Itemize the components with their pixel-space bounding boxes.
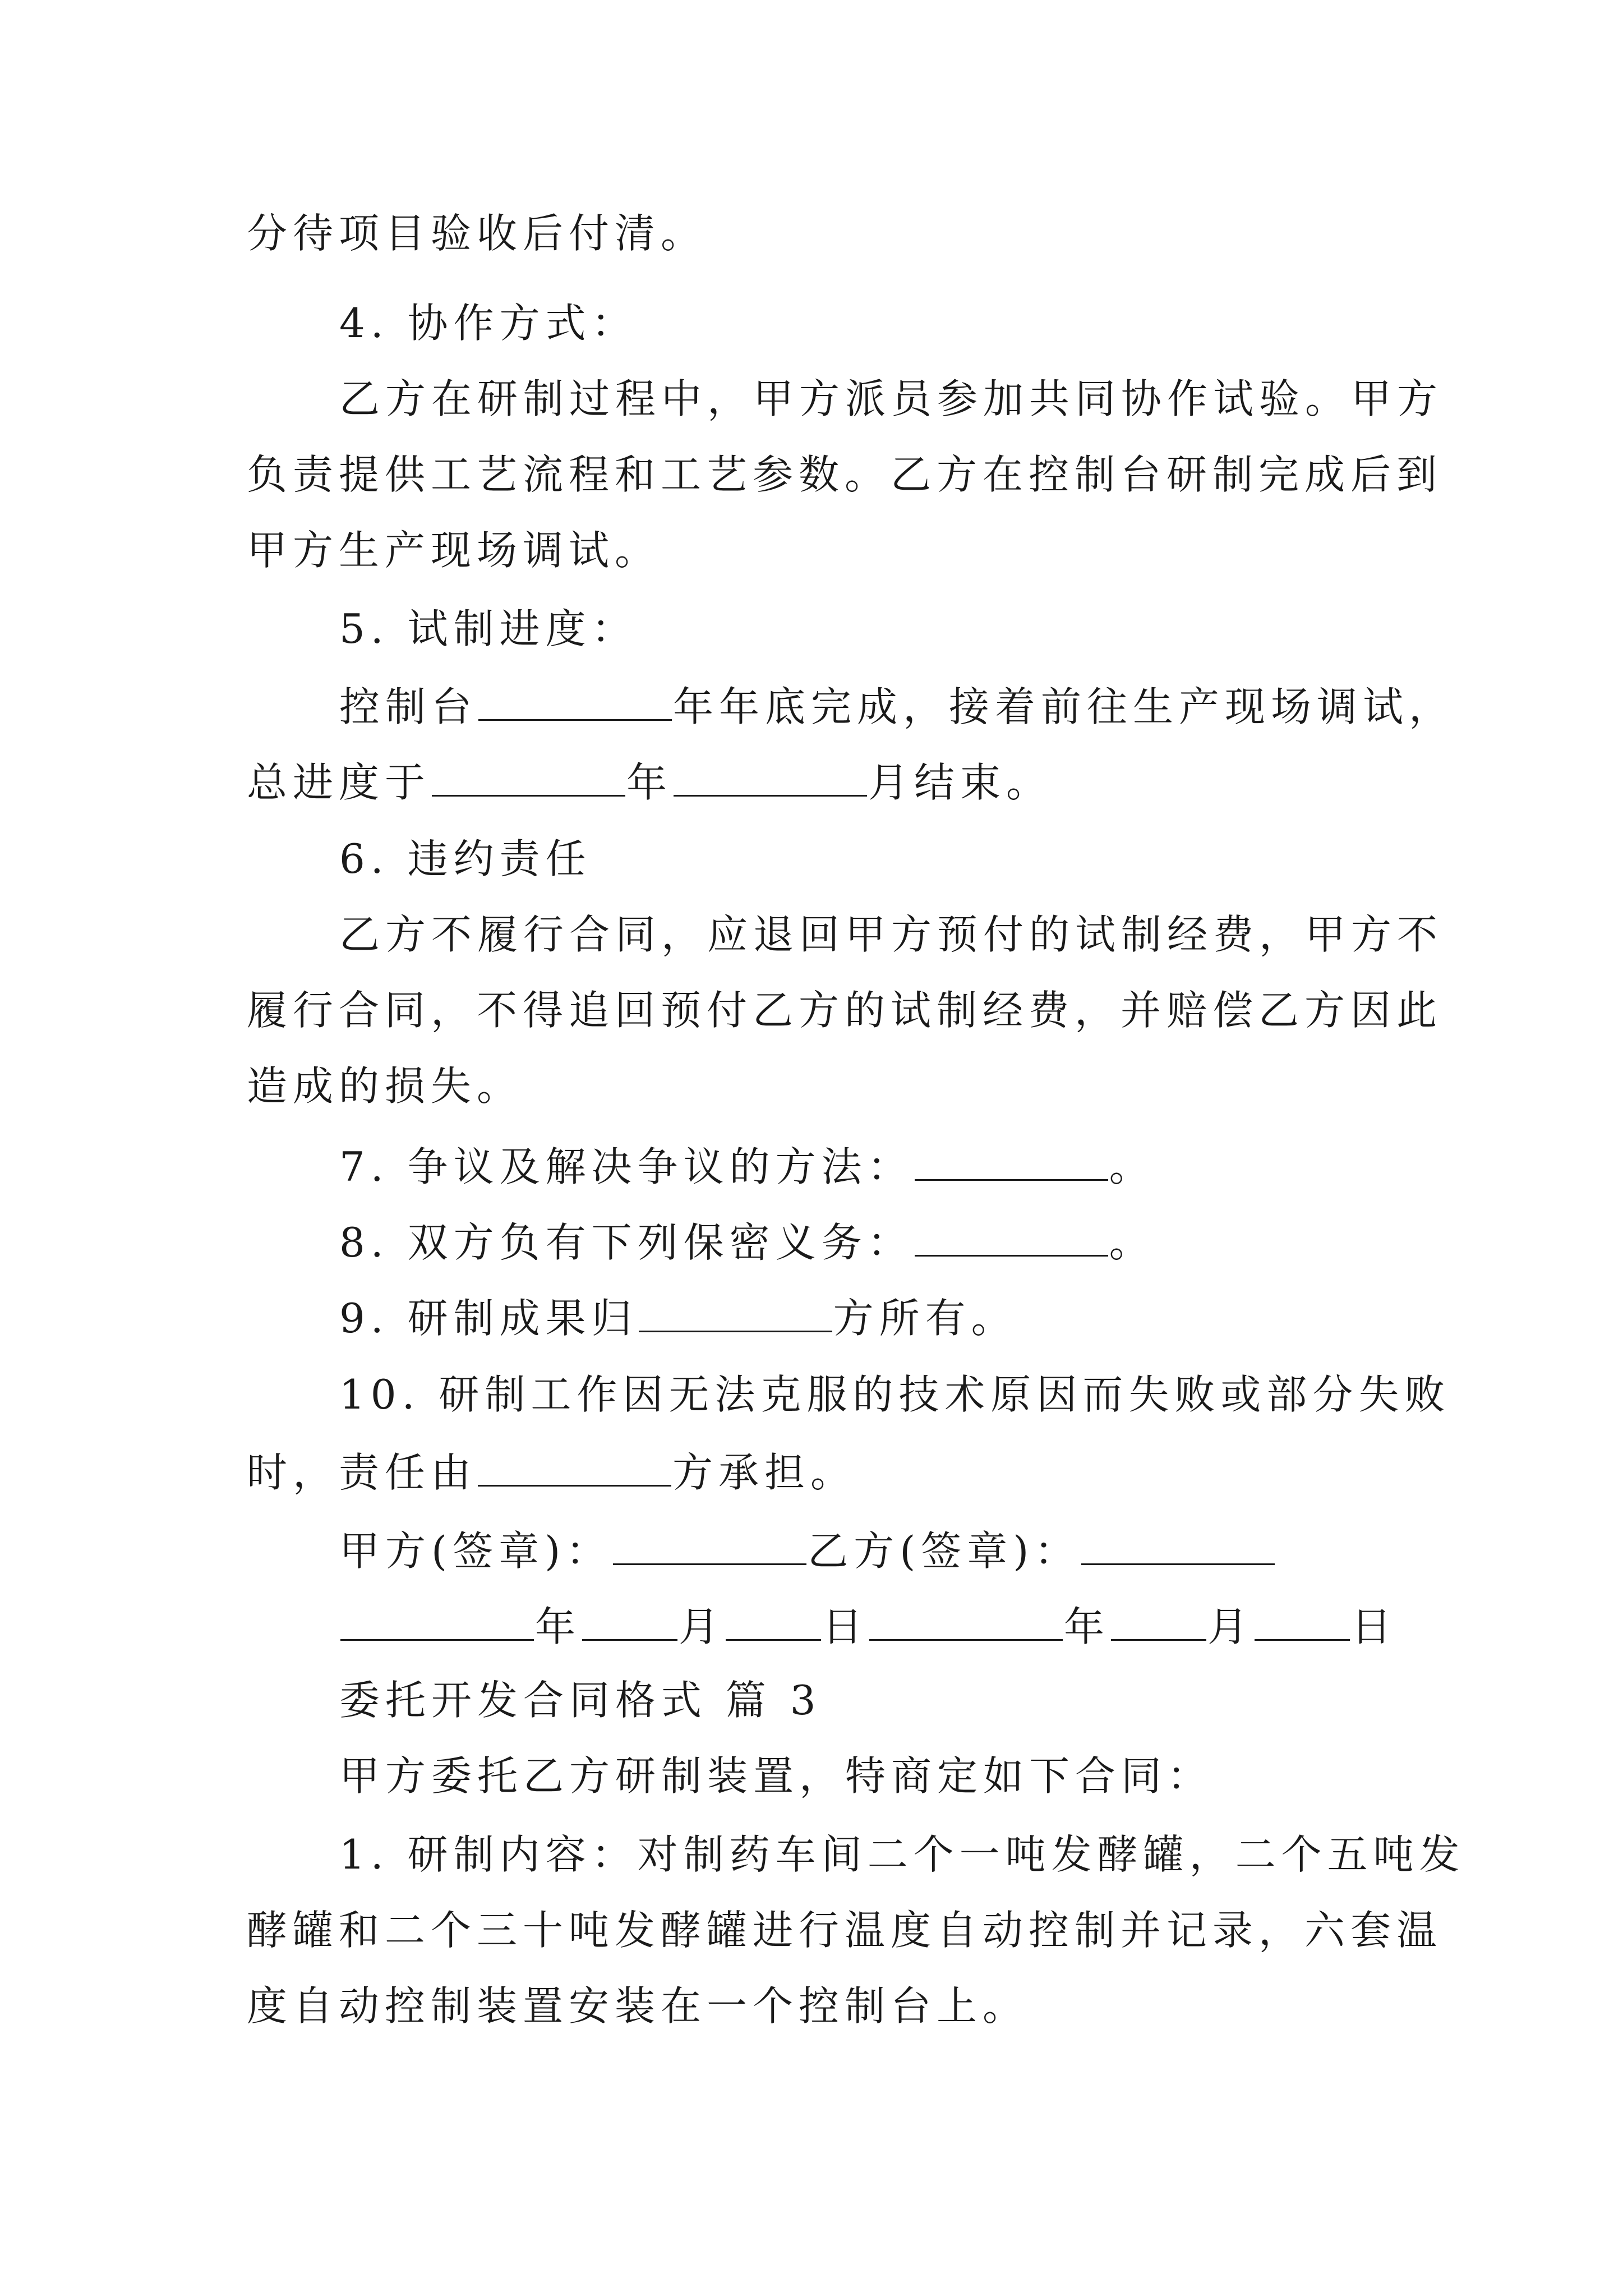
text-line: 1. 研制内容：对制药车间二个一吨发酵罐，二个五吨发 [339,1831,1465,1878]
text-segment: 时，责任由 [247,1449,477,1496]
text-line: 造成的损失。 [247,1062,523,1110]
fill-blank [1255,1604,1350,1641]
text-line: 度自动控制装置安装在一个控制台上。 [247,1982,1029,2030]
section-heading: 5. 试制进度： [339,605,638,652]
text-segment: 9. 研制成果归 [339,1295,638,1342]
text-segment: 年年底完成，接着前往生产现场调试， [673,683,1455,730]
party-b-signature-blank [1081,1529,1275,1565]
date-line [339,1603,1483,1650]
section-heading: 6. 违约责任 [339,835,592,882]
text-line: 酵罐和二个三十吨发酵罐进行温度自动控制并记录，六套温 [247,1907,1443,1954]
text-segment: 7. 争议及解决争议的方法： [339,1143,914,1190]
day-label: 日 [822,1603,869,1650]
fill-blank [915,1144,1108,1181]
text-line [247,759,1391,806]
text-line: 10. 研制工作因无法克服的技术原因而失败或部分失败 [339,1371,1451,1418]
text-segment: 8. 双方负有下列保密义务： [339,1219,914,1266]
text-line: 甲方生产现场调试。 [247,527,661,574]
party-a-signature-label: 甲方(签章)： [339,1527,612,1575]
text-line: 甲方委托乙方研制装置，特商定如下合同： [339,1752,1214,1800]
day-label: 日 [1351,1603,1398,1650]
fill-blank [478,1450,671,1487]
text-segment: 。 [1109,1219,1155,1266]
fill-blank [726,1604,821,1641]
fill-blank [478,684,672,721]
section-heading: 4. 协作方式： [339,300,638,347]
month-label: 月 [679,1603,725,1650]
text-line: 负责提供工艺流程和工艺参数。乙方在控制台研制完成后到 [247,451,1443,498]
fill-blank [340,1604,534,1641]
text-line [339,683,1483,730]
text-segment: 。 [1109,1143,1155,1190]
text-segment: 月结束。 [868,759,1053,806]
text-segment: 总进度于 [247,759,431,806]
party-a-signature-blank [613,1529,806,1565]
text-line [247,1449,1391,1496]
text-segment: 年 [626,759,673,806]
text-segment: 方所有。 [833,1295,1017,1342]
fill-blank [1111,1604,1206,1641]
signature-line [339,1527,1483,1575]
text-line [339,1295,1483,1342]
text-line: 分待项目验收后付清。 [247,210,707,257]
fill-blank [674,760,867,797]
text-line: 履行合同，不得追回预付乙方的试制经费，并赔偿乙方因此 [247,987,1443,1034]
text-line: 乙方在研制过程中，甲方派员参加共同协作试验。甲方 [339,375,1444,422]
party-b-signature-label: 乙方(签章)： [808,1527,1081,1575]
fill-blank [915,1220,1108,1257]
fill-blank [432,760,625,797]
fill-blank [582,1604,677,1641]
text-line [339,1143,1483,1190]
text-segment: 方承担。 [672,1449,857,1496]
year-label: 年 [535,1603,582,1650]
section-title: 委托开发合同格式 篇 3 [339,1677,822,1724]
fill-blank [639,1296,832,1332]
text-line [339,1219,1483,1266]
text-segment: 控制台 [339,683,478,730]
year-label: 年 [1064,1603,1110,1650]
fill-blank [869,1604,1063,1641]
text-line: 乙方不履行合同，应退回甲方预付的试制经费，甲方不 [339,911,1444,958]
month-label: 月 [1207,1603,1254,1650]
